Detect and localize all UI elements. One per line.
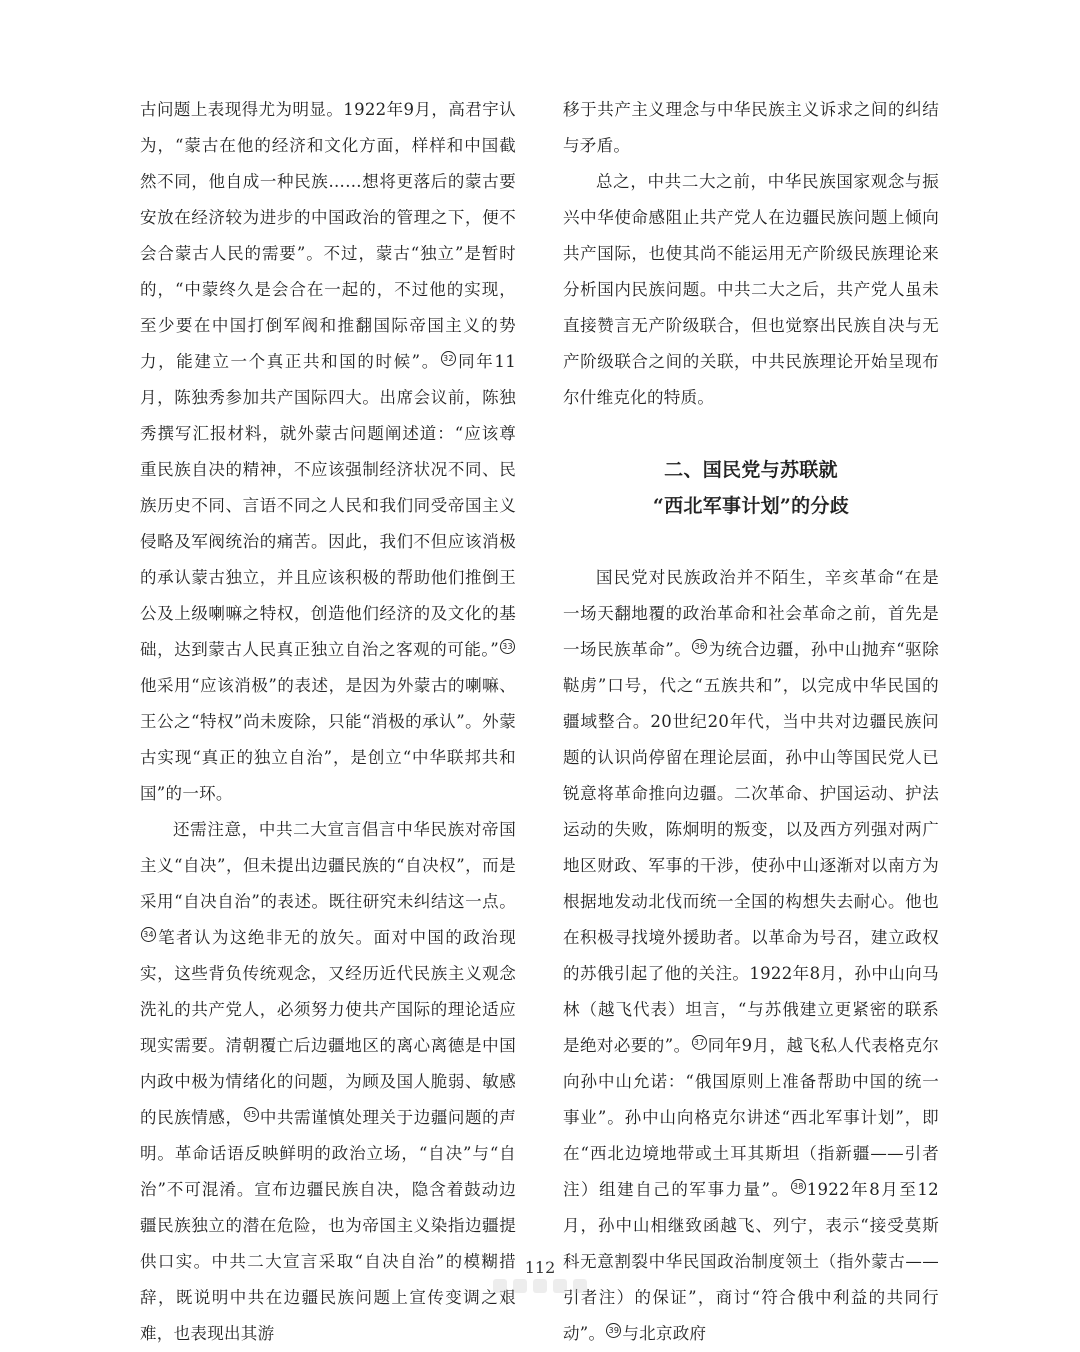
paragraph — [140, 92, 516, 812]
text-span: 中共需谨慎处理关于边疆问题的声明。革命话语反映鲜明的政治立场，“自决”与“自治”不可混淆。宣布边疆民族自决，隐含着鼓动边疆民族独立的潜在危险，也为帝国主义染指边疆提供口实。中共二大宣言采取“自决自治”的模糊措辞，既说明中共在边疆民族问题上宣传变调之艰难，也表现出其游 — [140, 1108, 516, 1343]
text-span: 他采用“应该消极”的表述，是因为外蒙古的喇嘛、王公之“特权”尚未废除，只能“消极的承认”。外蒙古实现“真正的独立自治”，是创立“中华联邦共和国”的一环。 — [140, 676, 516, 803]
text-span: 古问题上表现得尤为明显。1922年9月，高君宇认为，“蒙古在他的经济和文化方面，样样和中国截然不同，他自成一种民族……想将更落后的蒙古要安放在经济较为进步的中国政治的管理之下，便不会合蒙古人民的需要”。不过，蒙古“独立”是暂时的，“中蒙终久是会合在一起的，不过他的实现，至少要在中国打倒军阀和推翻国际帝国主义的势力，能建立一个真正共和国的时候”。 — [140, 100, 516, 371]
left-column — [140, 92, 516, 1352]
watermark-block — [573, 1279, 587, 1293]
footnote-marker[interactable]: 33 — [500, 639, 515, 654]
text-span: 笔者认为这绝非无的放矢。面对中国的政治现实，这些背负传统观念，又经历近代民族主义观念洗礼的共产党人，必须努力使共产国际的理论适应现实需要。清朝覆亡后边疆地区的离心离德是中国内政中极为情绪化的问题，为顾及国人脆弱、敏感的民族情感， — [140, 928, 516, 1127]
footnote-marker[interactable]: 34 — [141, 927, 156, 942]
footnote-marker[interactable]: 32 — [441, 351, 456, 366]
section-heading — [563, 452, 939, 524]
section-heading-line: “西北军事计划”的分歧 — [652, 495, 850, 517]
paragraph — [563, 560, 939, 1352]
text-span: 同年11月，陈独秀参加共产国际四大。出席会议前，陈独秀撰写汇报材料，就外蒙古问题阐述道：“应该尊重民族自决的精神，不应该强制经济状况不同、民族历史不同、言语不同之人民和我们同受帝国主义侵略及军阀统治的痛苦。因此，我们不但应该消极的承认蒙古独立，并且应该积极的帮助他们推倒王公及上级喇嘛之特权，创造他们经济的及文化的基础，达到蒙古人民真正独立自治之客观的可能。” — [140, 352, 516, 659]
watermark-block — [533, 1279, 547, 1293]
text-span: 与北京政府 — [622, 1324, 707, 1343]
text-span: 国民党对民族政治并不陌生，辛亥革命“在是一场天翻地覆的政治革命和社会革命之前，首先是一场民族革命”。 — [563, 568, 939, 659]
text-span: 为统合边疆，孙中山抛弃“驱除鞑虏”口号，代之“五族共和”，以完成中华民国的疆域整合。20世纪20年代，当中共对边疆民族问题的认识尚停留在理论层面，孙中山等国民党人已锐意将革命推向边疆。二次革命、护国运动、护法运动的失败，陈炯明的叛变，以及西方列强对两广地区财政、军事的干涉，使孙中山逐渐对以南方为根据地发动北伐而统一全国的构想失去耐心。他也在积极寻找境外援助者。以革命为号召，建立政权的苏俄引起了他的关注。1922年8月，孙中山向马林（越飞代表）坦言，“与苏俄建立更紧密的联系是绝对必要的”。 — [563, 640, 939, 1055]
footnote-marker[interactable]: 38 — [791, 1179, 806, 1194]
text-span: 1922年8月至12月，孙中山相继致函越飞、列宁，表示“接受莫斯科无意割裂中华民国政治制度领土（指外蒙古——引者注）的保证”，商讨“符合俄中利益的共同行动”。 — [563, 1180, 939, 1343]
paragraph: 总之，中共二大之前，中华民族国家观念与振兴中华使命感阻止共产党人在边疆民族问题上倾向共产国际，也使其尚不能运用无产阶级民族理论来分析国内民族问题。中共二大之后，共产党人虽未直接赞言无产阶级联合，但也觉察出民族自决与无产阶级联合之间的关联，中共民族理论开始呈现布尔什维克化的特质。 — [563, 172, 939, 407]
text-span: 还需注意，中共二大宣言倡言中华民族对帝国主义“自决”，但未提出边疆民族的“自决权”，而是采用“自决自治”的表述。既往研究未纠结这一点。 — [140, 820, 516, 911]
watermark-block — [553, 1279, 567, 1293]
footnote-marker[interactable]: 37 — [692, 1035, 707, 1050]
paragraph: 移于共产主义理念与中华民族主义诉求之间的纠结与矛盾。 — [563, 100, 939, 155]
watermark-block — [513, 1279, 527, 1293]
watermark-icon — [470, 1266, 610, 1306]
footnote-marker[interactable]: 35 — [244, 1107, 259, 1122]
page-number: 112 — [524, 1258, 556, 1277]
text-span: 同年9月，越飞私人代表格克尔向孙中山允诺：“俄国原则上准备帮助中国的统一事业”。孙中山向格克尔讲述“西北军事计划”，即在“西北边境地带或土耳其斯坦（指新疆——引者注）组建自己的军事力量”。 — [563, 1036, 939, 1199]
watermark-block — [493, 1279, 507, 1293]
footnote-marker[interactable]: 36 — [692, 639, 707, 654]
footnote-marker[interactable]: 39 — [606, 1323, 621, 1338]
right-column — [563, 92, 939, 1352]
section-heading-line: 二、国民党与苏联就 — [664, 459, 838, 481]
